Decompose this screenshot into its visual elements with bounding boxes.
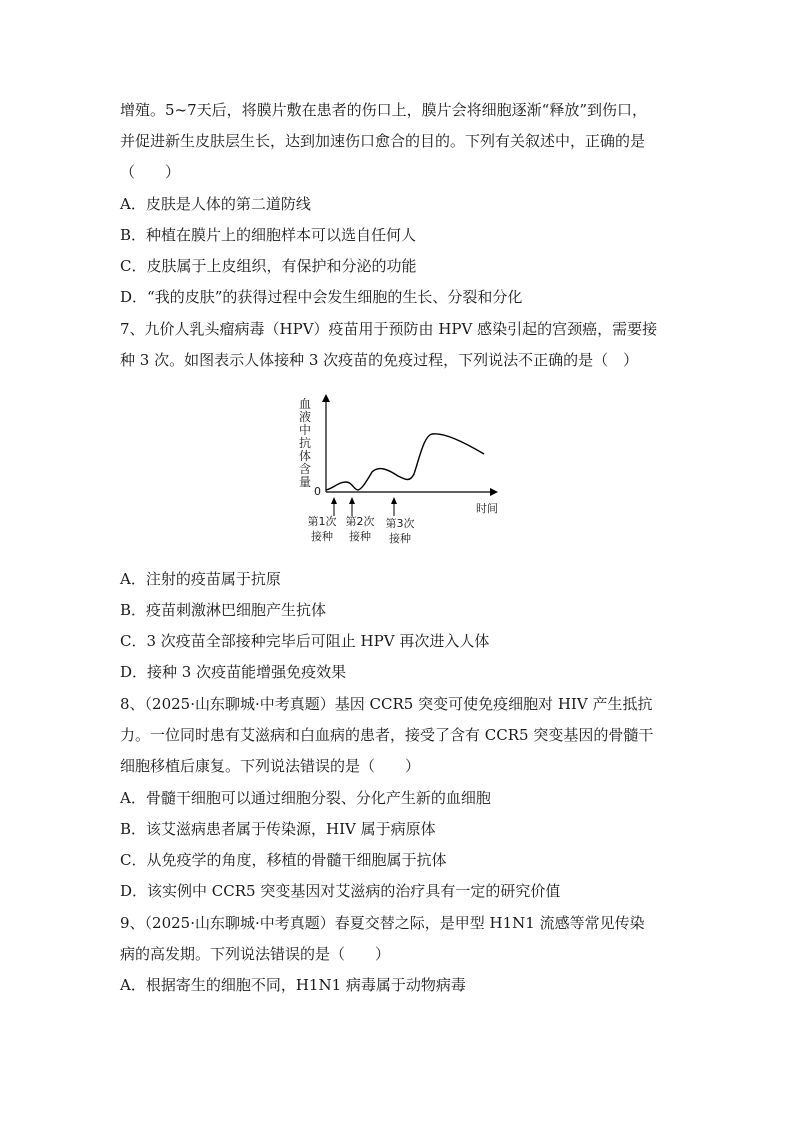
question-8-stem: 力。一位同时患有艾滋病和白血病的患者，接受了含有 CCR5 突变基因的骨髓干 — [120, 726, 654, 744]
option-d: D．“我的皮肤”的获得过程中会发生细胞的生长、分裂和分化 — [120, 288, 523, 306]
option-a: A．骨髓干细胞可以通过细胞分裂、分化产生新的血细胞 — [120, 789, 491, 807]
dose-label-line: 第1次 — [307, 515, 337, 528]
antibody-chart — [290, 392, 520, 552]
text-line: 并促进新生皮肤层生长，达到加速伤口愈合的目的。下列有关叙述中，正确的是 — [120, 132, 646, 150]
option-a: A．根据寄生的细胞不同，H1N1 病毒属于动物病毒 — [120, 976, 466, 994]
dose-3-label — [382, 516, 418, 546]
option-d: D．接种 3 次疫苗能增强免疫效果 — [120, 663, 347, 681]
origin-label: 0 — [314, 485, 321, 498]
question-7-stem: 种 3 次。如图表示人体接种 3 次疫苗的免疫过程，下列说法不正确的是（ ） — [120, 351, 639, 369]
dose-2-label — [342, 514, 378, 544]
x-axis-arrow — [490, 488, 498, 496]
option-b: B．种植在膜片上的细胞样本可以选自任何人 — [120, 226, 417, 244]
text-line: 增殖。5~7天后，将膜片敷在患者的伤口上，膜片会将细胞逐渐“释放”到伤口， — [120, 101, 647, 119]
option-b: B．疫苗刺激淋巴细胞产生抗体 — [120, 601, 327, 619]
question-9-stem: 9、（2025·山东聊城·中考真题）春夏交替之际，是甲型 H1N1 流感等常见传染 — [120, 914, 645, 932]
option-a: A．皮肤是人体的第二道防线 — [120, 195, 311, 213]
question-8-stem: 8、（2025·山东聊城·中考真题）基因 CCR5 突变可使免疫细胞对 HIV 产生抵抗 — [120, 695, 653, 713]
question-9-stem: 病的高发期。下列说法错误的是（ ） — [120, 945, 391, 963]
option-c: C．从免疫学的角度，移植的骨髓干细胞属于抗体 — [120, 851, 447, 869]
dose-label-line: 接种 — [311, 530, 333, 543]
option-b: B．该艾滋病患者属于传染源，HIV 属于病原体 — [120, 820, 436, 838]
x-axis-label: 时间 — [476, 502, 498, 515]
option-d: D．该实例中 CCR5 突变基因对艾滋病的治疗具有一定的研究价值 — [120, 882, 561, 900]
answer-parenthesis: （ ） — [120, 163, 181, 181]
option-c: C．皮肤属于上皮组织，有保护和分泌的功能 — [120, 257, 417, 275]
antibody-curve — [326, 434, 484, 490]
dose-label-line: 第3次 — [385, 517, 415, 530]
option-a: A．注射的疫苗属于抗原 — [120, 570, 281, 588]
question-7-stem: 7、九价人乳头瘤病毒（HPV）疫苗用于预防由 HPV 感染引起的宫颈癌，需要接 — [120, 320, 658, 338]
dose-1-label — [304, 514, 340, 544]
y-axis-arrow — [322, 394, 330, 402]
option-c: C．3 次疫苗全部接种完毕后可阻止 HPV 再次进入人体 — [120, 632, 490, 650]
y-axis-label: 血液中抗体含量 — [298, 397, 311, 489]
dose-label-line: 接种 — [389, 532, 411, 545]
dose-label-line: 接种 — [349, 530, 371, 543]
dose-label-line: 第2次 — [345, 515, 375, 528]
question-8-stem: 细胞移植后康复。下列说法错误的是（ ） — [120, 757, 421, 775]
